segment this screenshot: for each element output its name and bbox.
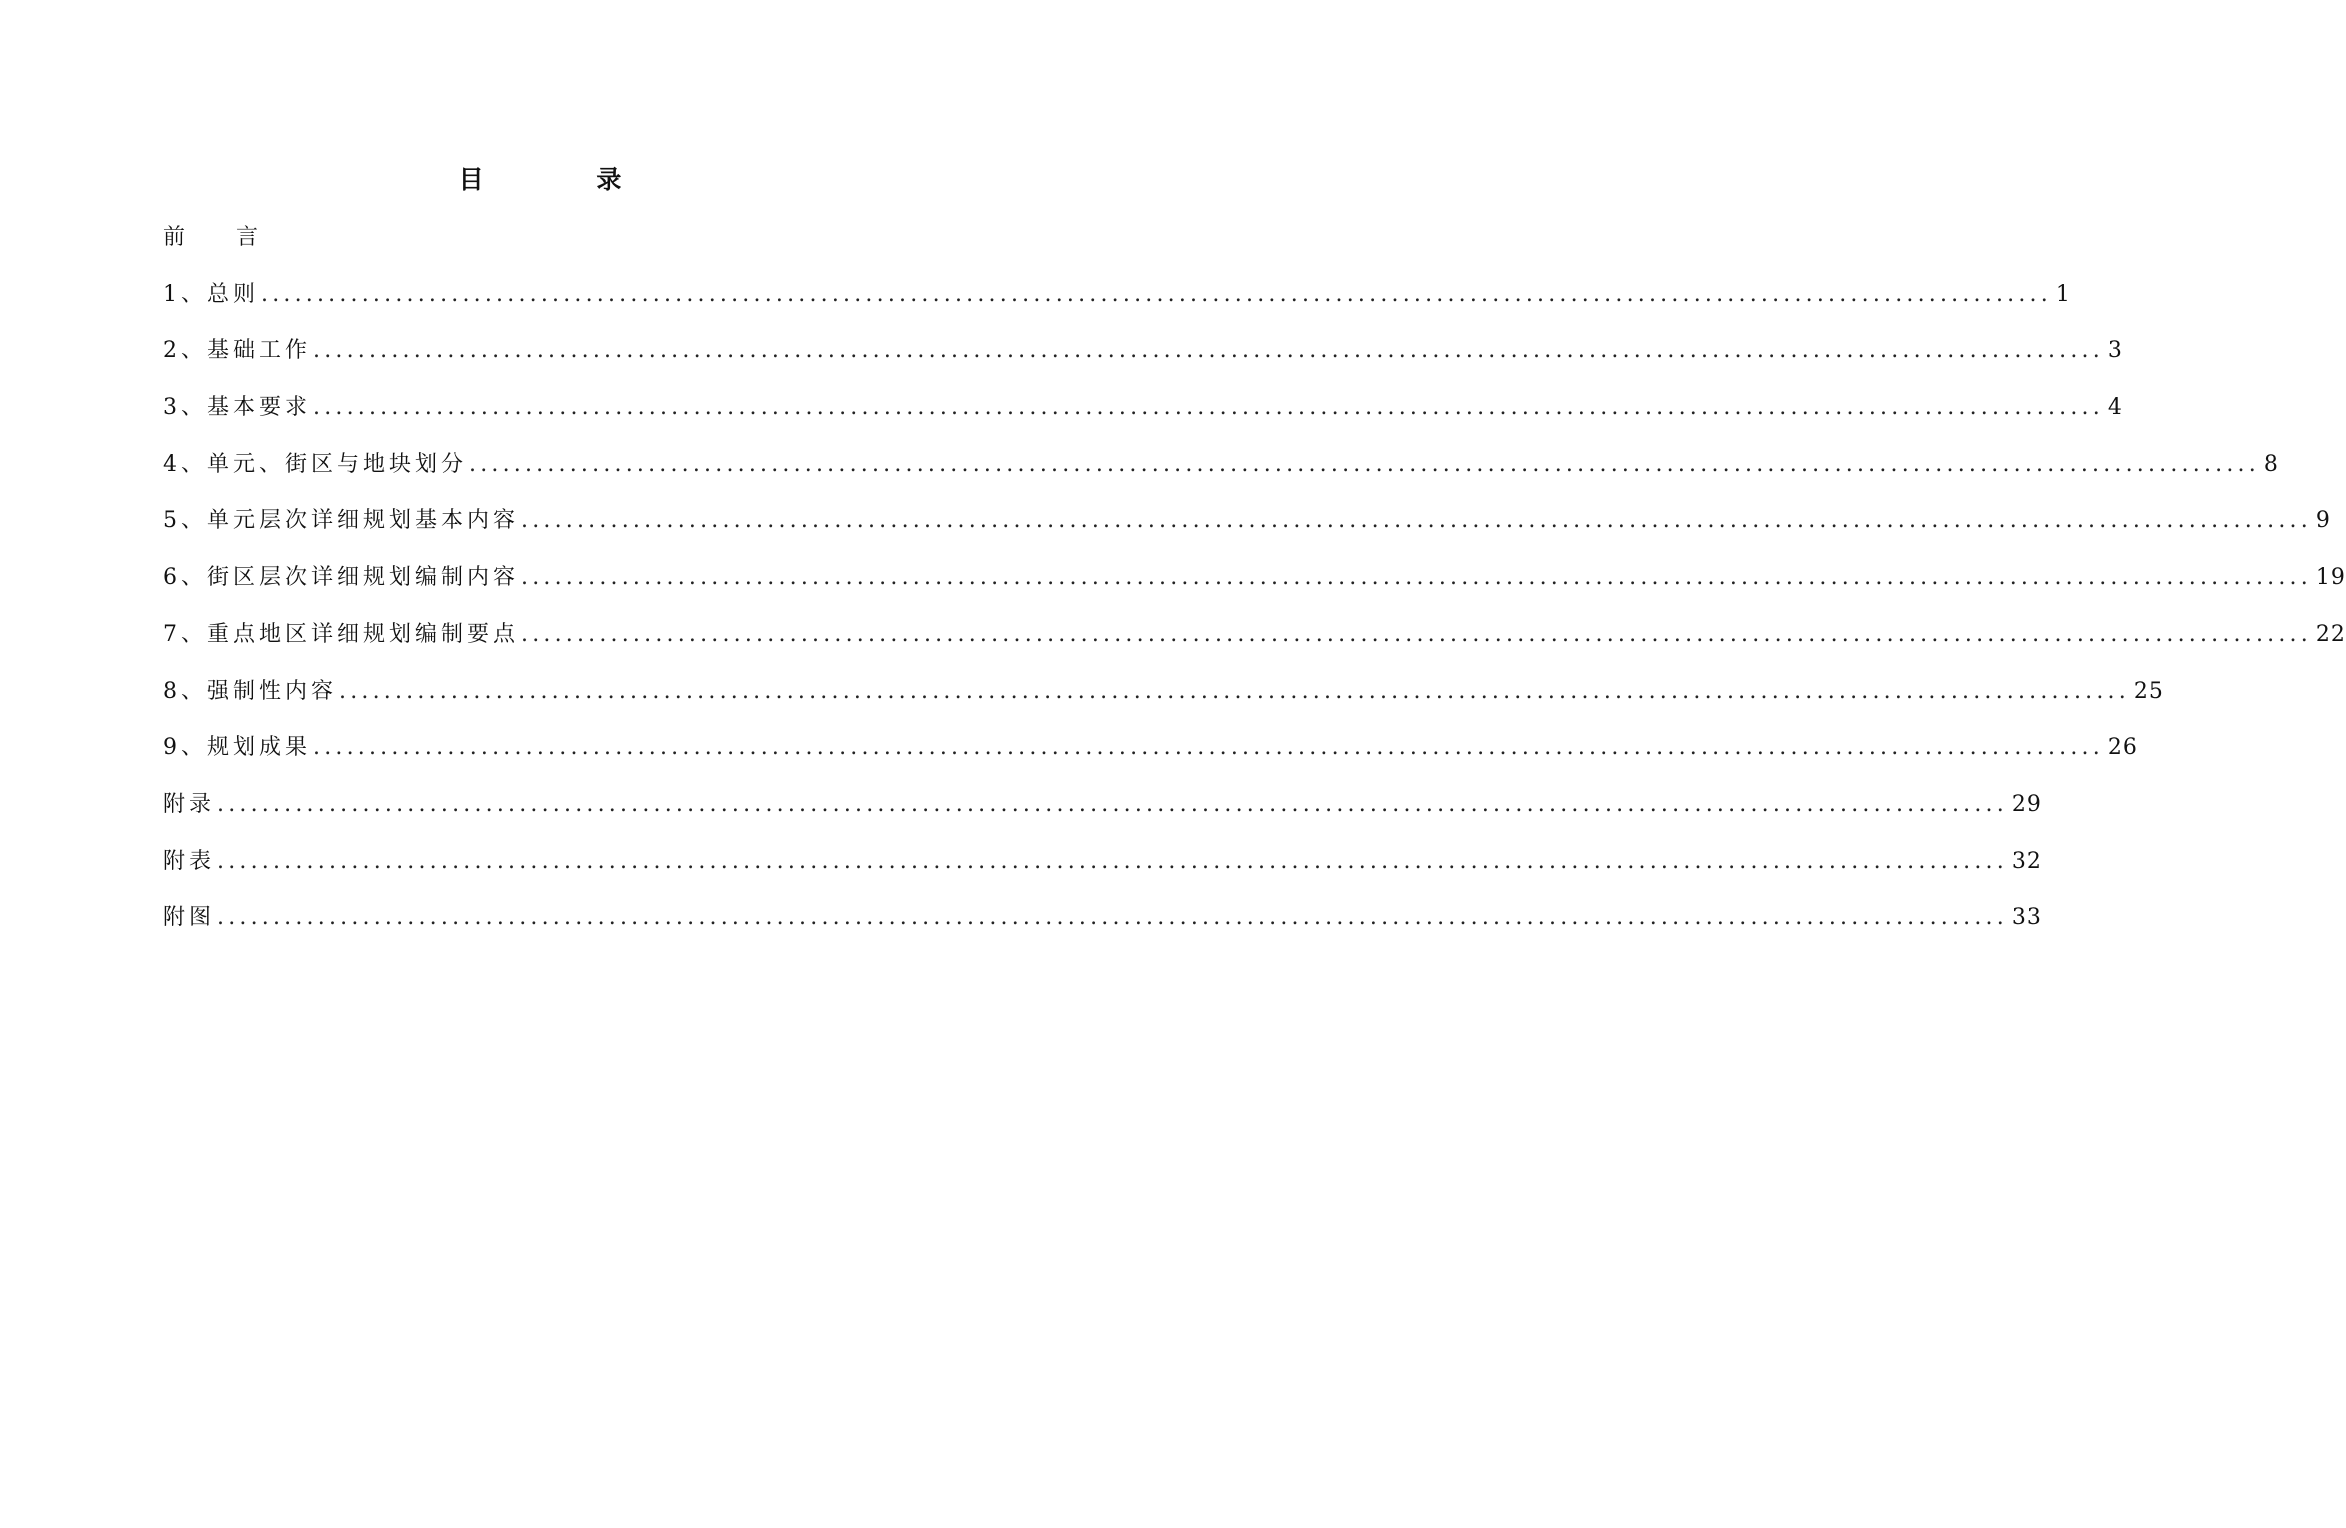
- toc-leader-dots: ................................................................................................................................................................: [469, 451, 2260, 477]
- toc-entry[interactable]: [163, 558, 2346, 615]
- toc-preface-entry[interactable]: [163, 218, 916, 275]
- toc-entry-label: 7、重点地区详细规划编制要点: [163, 621, 519, 647]
- toc-entry[interactable]: [163, 615, 2346, 672]
- toc-entry-page: 19: [2315, 565, 2346, 591]
- toc-entry-label: 8、强制性内容: [163, 678, 337, 704]
- toc-entry-page: 1: [2055, 281, 2071, 307]
- toc-entry-label: 2、基础工作: [163, 338, 311, 364]
- toc-entry-label: 6、街区层次详细规划编制内容: [163, 565, 519, 591]
- toc-entry-label: 附录: [163, 791, 216, 817]
- toc-entry[interactable]: [163, 331, 2123, 388]
- toc-entry[interactable]: [163, 501, 2331, 558]
- toc-entry-page: 3: [2107, 338, 2123, 364]
- table-of-contents: [163, 218, 2346, 955]
- toc-entry-page: 9: [2315, 508, 2331, 534]
- toc-entry[interactable]: [163, 388, 2123, 445]
- toc-entry[interactable]: [163, 898, 2042, 955]
- toc-entry-page: 33: [2011, 905, 2042, 931]
- toc-leader-dots: ................................................................................................................................................................: [313, 395, 2104, 421]
- toc-entry-label: 9、规划成果: [163, 735, 311, 761]
- toc-entry[interactable]: [163, 728, 2138, 785]
- toc-entry-label: 4、单元、街区与地块划分: [163, 451, 467, 477]
- toc-entry-label: 附表: [163, 848, 216, 874]
- toc-entry[interactable]: [163, 785, 2042, 842]
- toc-leader-dots: ................................................................................................................................................................: [217, 791, 2008, 817]
- toc-entry-page: 26: [2107, 735, 2138, 761]
- toc-entry-page: 29: [2011, 791, 2042, 817]
- toc-entry[interactable]: [163, 275, 2071, 332]
- toc-leader-dots: ................................................................................................................................................................: [217, 848, 2008, 874]
- toc-title: 目 录: [458, 165, 674, 194]
- toc-leader-dots: ................................................................................................................................................................: [313, 735, 2104, 761]
- toc-entry-label: 3、基本要求: [163, 395, 311, 421]
- toc-entry[interactable]: [163, 672, 2164, 729]
- toc-leader-dots: ................................................................................................................................................................: [521, 565, 2312, 591]
- toc-leader-dots: ................................................................................................................................................................: [313, 338, 2104, 364]
- toc-leader-dots: ................................................................................................................................................................: [217, 905, 2008, 931]
- toc-entry-page: 22: [2315, 621, 2346, 647]
- toc-leader-dots: ................................................................................................................................................................: [521, 621, 2312, 647]
- toc-entry-label: 1、总则: [163, 281, 259, 307]
- toc-entry-page: 25: [2133, 678, 2164, 704]
- toc-entry[interactable]: [163, 445, 2279, 502]
- toc-entry-page: 8: [2263, 451, 2279, 477]
- toc-entry-label: 5、单元层次详细规划基本内容: [163, 508, 519, 534]
- toc-leader-dots: ................................................................................................................................................................: [261, 281, 2052, 307]
- toc-leader-dots: ................................................................................................................................................................: [339, 678, 2130, 704]
- toc-entry-label: 前 言: [163, 225, 280, 250]
- toc-entry-label: 附图: [163, 905, 216, 931]
- toc-entry-page: 32: [2011, 848, 2042, 874]
- toc-entry-page: 4: [2107, 395, 2123, 421]
- toc-entry[interactable]: [163, 842, 2042, 899]
- toc-leader-dots: ................................................................................................................................................................: [521, 508, 2312, 534]
